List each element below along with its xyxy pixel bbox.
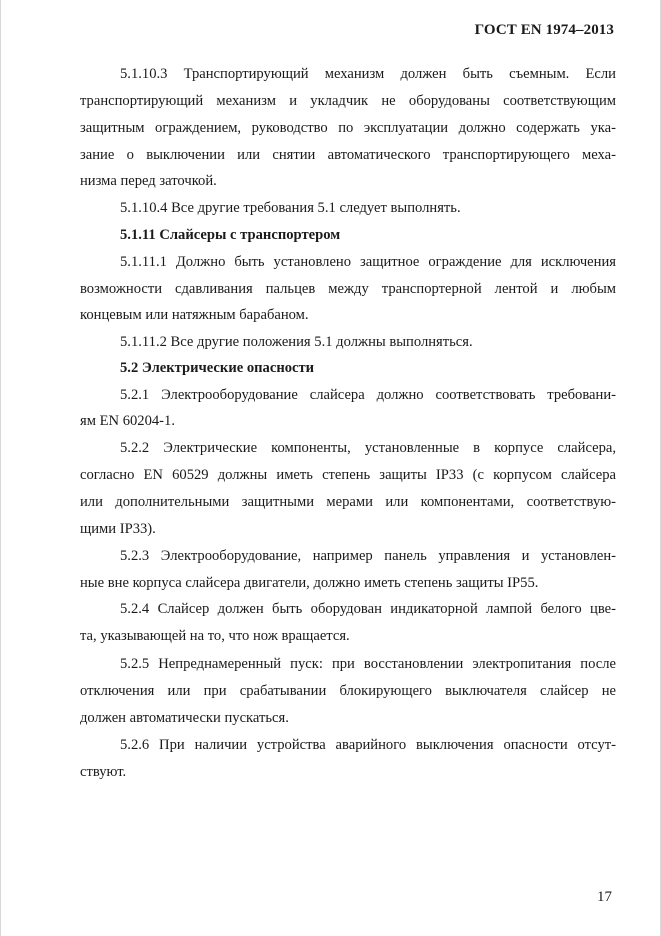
text-line: 5.1.11.1 Должно быть установлено защитное ограждение для исключения: [120, 254, 616, 270]
text-line: 5.1.10.4 Все другие требования 5.1 следует выполнять.: [120, 200, 461, 216]
text-line: та, указывающей на то, что нож вращается.: [80, 628, 350, 644]
text-line: согласно EN 60529 должны иметь степень защиты IP33 (с корпусом слайсера: [80, 467, 616, 483]
text-line: 5.2.5 Непреднамеренный пуск: при восстановлении электропитания после: [120, 656, 616, 672]
text-line: возможности сдавливания пальцев между транспортерной лентой и любым: [80, 281, 616, 297]
section-heading: 5.2 Электрические опасности: [120, 360, 315, 376]
text-line: защитным ограждением, руководство по эксплуатации должно содержать ука-: [80, 120, 616, 136]
text-line: отключения или при срабатывании блокирующего выключателя слайсер не: [80, 683, 616, 699]
text-line: концевым или натяжным барабаном.: [80, 307, 309, 323]
text-line: транспортирующий механизм и укладчик не оборудованы соответствующим: [80, 93, 616, 109]
text-line: или дополнительными защитными мерами или компонентами, соответствую-: [80, 494, 616, 510]
text-line: должен автоматически пускаться.: [80, 710, 289, 726]
page-number: 17: [597, 889, 612, 905]
text-line: 5.2.2 Электрические компоненты, установленные в корпусе слайсера,: [120, 440, 616, 456]
text-line: зание о выключении или снятии автоматического транспортирующего меха-: [80, 147, 616, 163]
text-line: ям EN 60204-1.: [80, 413, 175, 429]
text-line: низма перед заточкой.: [80, 173, 217, 189]
document-header: ГОСТ EN 1974–2013: [474, 22, 614, 38]
text-line: 5.2.4 Слайсер должен быть оборудован индикаторной лампой белого цве-: [120, 601, 616, 617]
text-line: 5.2.3 Электрооборудование, например панель управления и установлен-: [120, 548, 616, 564]
text-line: ствуют.: [80, 764, 127, 780]
text-line: 5.1.11.2 Все другие положения 5.1 должны выполняться.: [120, 334, 473, 350]
text-line: ные вне корпуса слайсера двигатели, должно иметь степень защиты IP55.: [80, 575, 539, 591]
text-line: 5.2.6 При наличии устройства аварийного выключения опасности отсут-: [120, 737, 616, 753]
text-line: 5.2.1 Электрооборудование слайсера должно соответствовать требовани-: [120, 387, 616, 403]
section-heading: 5.1.11 Слайсеры с транспортером: [120, 227, 341, 243]
text-line: щими IP33).: [80, 521, 156, 537]
text-line: 5.1.10.3 Транспортирующий механизм должен быть съемным. Если: [120, 66, 616, 82]
